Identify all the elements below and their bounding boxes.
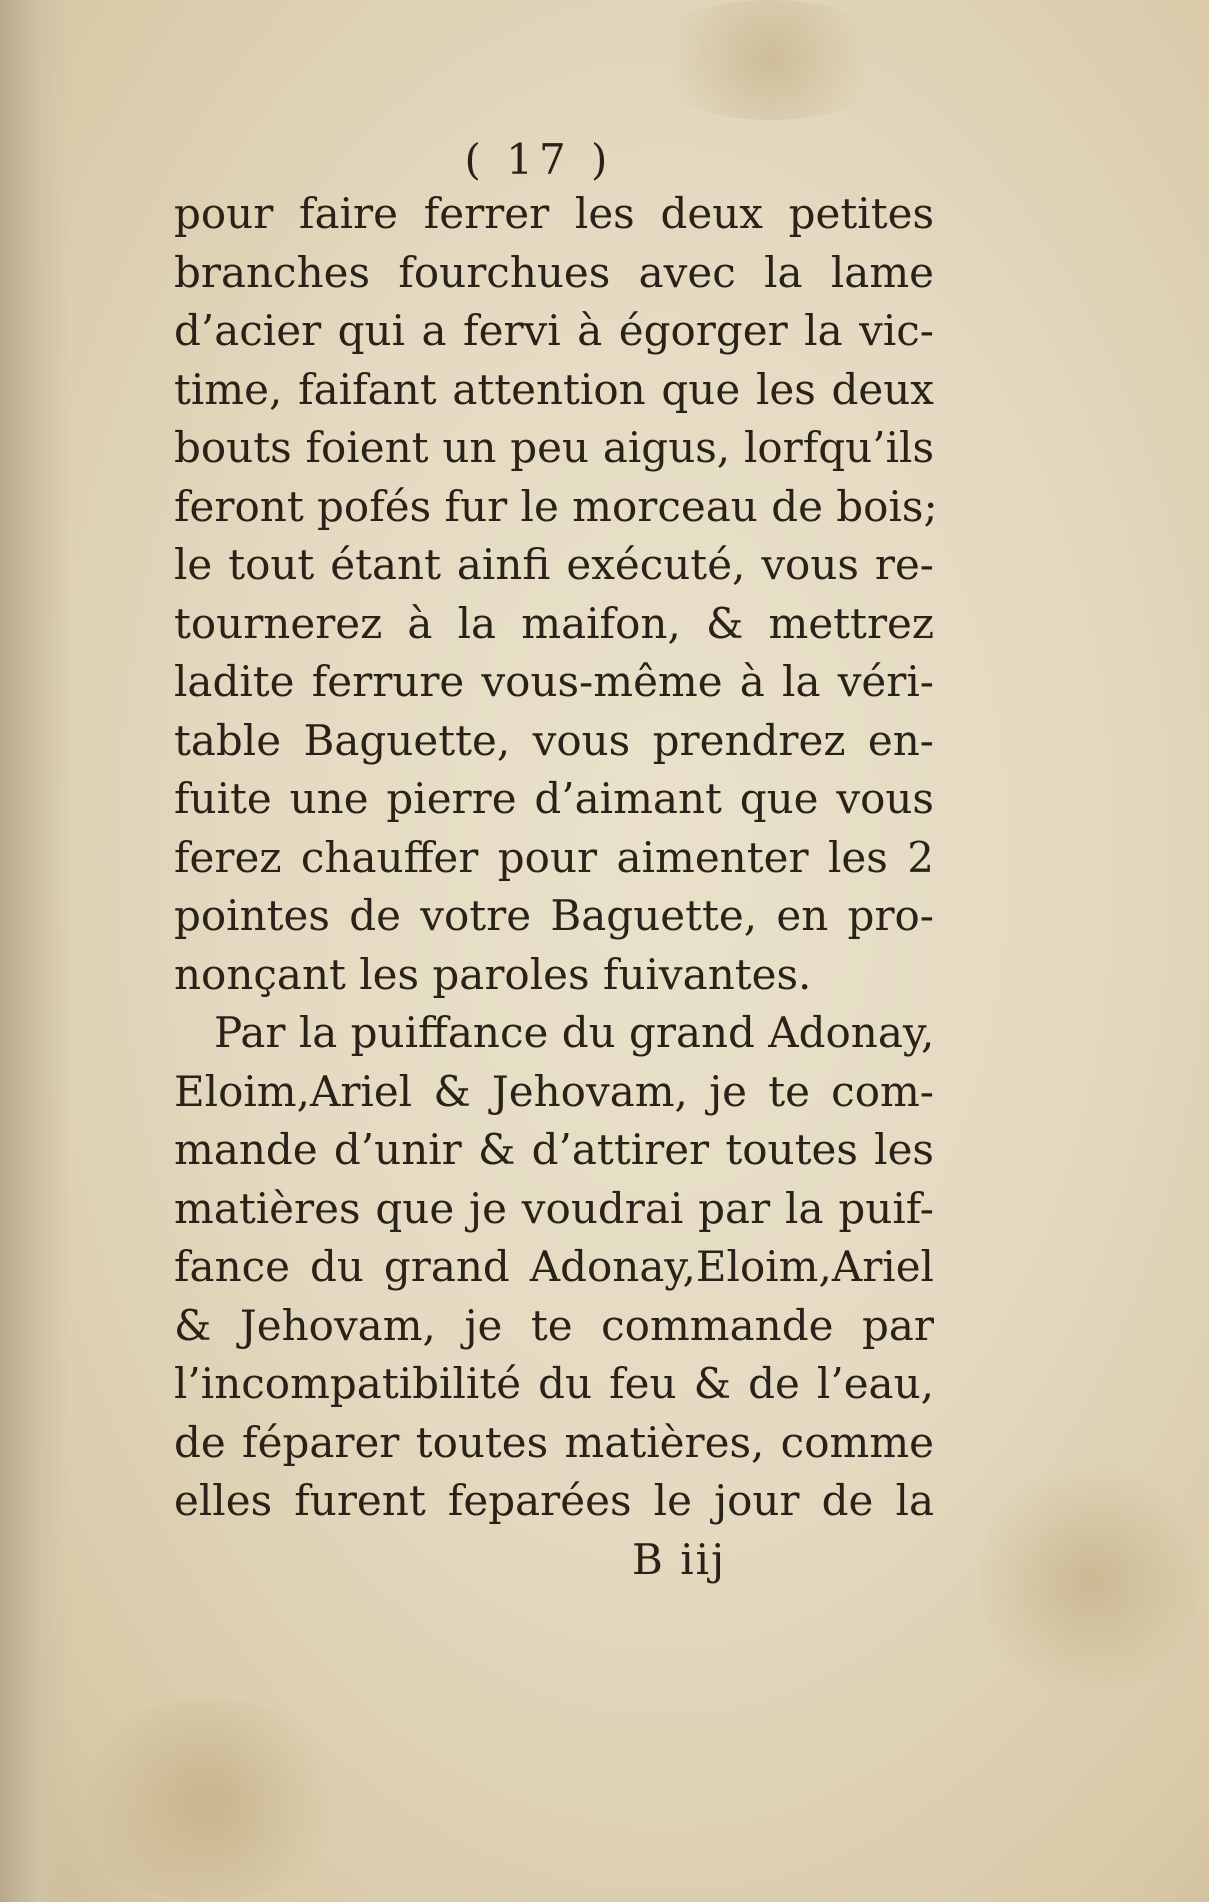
paper-stain [60, 1700, 360, 1900]
text-line: le tout étant ainfi exécuté, vous re- [174, 540, 934, 589]
text-line: elles furent feparées le jour de la [174, 1476, 934, 1525]
text-line: fance du grand Adonay,Eloim,Ariel [174, 1242, 934, 1291]
text-line: mande d’unir & d’attirer toutes les [174, 1125, 934, 1174]
paper-stain [640, 0, 900, 120]
signature-mark: B iij [632, 1534, 727, 1584]
spine-shadow [0, 0, 70, 1902]
text-line: l’incompatibilité du feu & de l’eau, [174, 1359, 934, 1408]
page-text [174, 135, 938, 1589]
text-line: & Jehovam, je te commande par [174, 1300, 934, 1350]
text-line: nonçant les paroles fuivantes. [174, 949, 812, 999]
text-line: bouts foient un peu aigus, lorfqu’ils [174, 423, 934, 472]
text-line: fuite une pierre d’aimant que vous [174, 774, 934, 823]
text-line: d’acier qui a fervi à égorger la vic- [174, 306, 934, 355]
text-line: time, faifant attention que les deux [174, 364, 934, 414]
text-line: matières que je voudrai par la puif- [174, 1183, 934, 1233]
text-line: tournerez à la maifon, & mettrez [174, 598, 934, 648]
text-line: feront pofés fur le morceau de bois; [174, 481, 938, 531]
text-line: ladite ferrure vous-même à la véri- [174, 657, 934, 706]
text-line: pour faire ferrer les deux petites [174, 189, 934, 238]
page-number: ( 17 ) [464, 135, 614, 184]
text-line: pointes de votre Baguette, en pro- [174, 891, 934, 940]
text-line: branches fourchues avec la lame [174, 247, 934, 297]
text-line: Par la puiffance du grand Adonay, [214, 1008, 935, 1057]
paper-stain [980, 1450, 1200, 1710]
text-line: de féparer toutes matières, comme [174, 1417, 934, 1467]
text-line: Eloim,Ariel & Jehovam, je te com- [174, 1066, 934, 1116]
text-line: table Baguette, vous prendrez en- [174, 715, 934, 765]
text-line: ferez chauffer pour aimenter les 2 [174, 832, 934, 882]
